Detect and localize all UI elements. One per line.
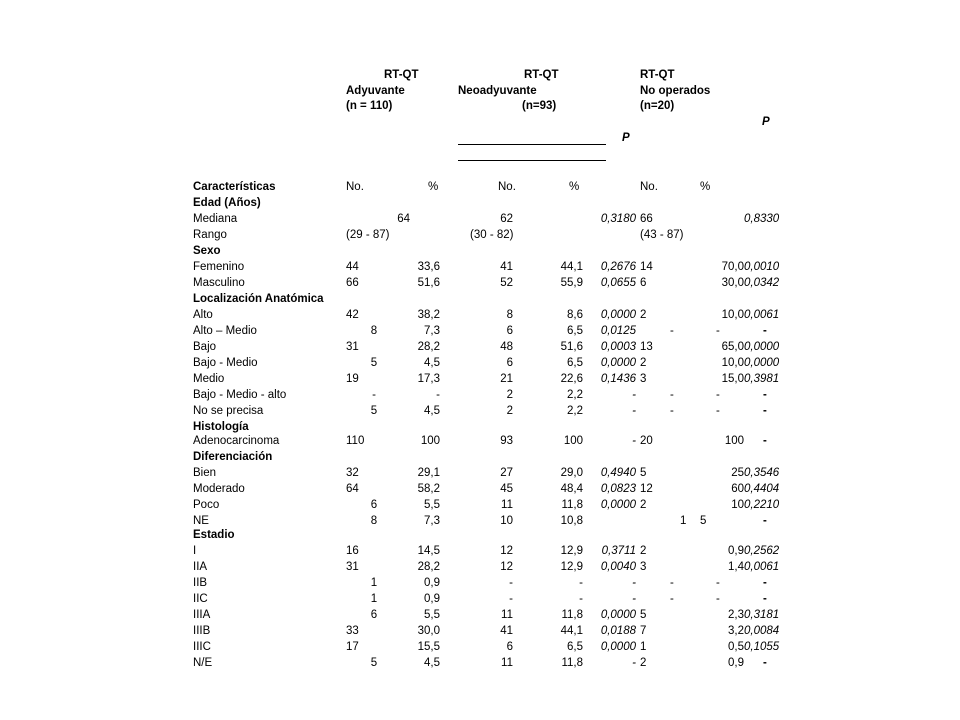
adyuvante-pct: 14,5	[417, 545, 440, 557]
neoadyuvante-pct: 55,9	[560, 277, 583, 289]
adyuvante-no: 44	[346, 261, 359, 273]
row-label: No se precisa	[193, 405, 264, 417]
group1-subtitle: Adyuvante	[346, 85, 405, 97]
row-label: Femenino	[193, 261, 245, 273]
neoadyuvante-pct: 12,9	[560, 545, 583, 557]
neoadyuvante-no: 62	[500, 213, 513, 225]
p-value-1: 0,1436	[600, 373, 636, 385]
group2-title: RT-QT	[524, 69, 559, 81]
no-operados-no: 5	[640, 609, 647, 621]
adyuvante-no: 8	[370, 325, 378, 337]
neoadyuvante-pct: 11,8	[561, 609, 583, 621]
neoadyuvante-pct: -	[579, 577, 583, 589]
p-value-2: -	[763, 325, 767, 337]
row-label: IIC	[193, 593, 208, 605]
no-operados-pct: -	[716, 389, 720, 401]
adyuvante-pct: 58,2	[417, 483, 440, 495]
p-value-1: -	[632, 593, 636, 605]
col-pct-1: %	[428, 181, 439, 193]
adyuvante-no: (29 - 87)	[346, 229, 390, 241]
no-operados-pct: -	[716, 577, 720, 589]
adyuvante-no: 64	[346, 483, 359, 495]
adyuvante-no: 33	[346, 625, 359, 637]
no-operados-pct: 10,0	[721, 357, 744, 369]
neoadyuvante-pct: 12,9	[560, 561, 583, 573]
group2-n: (n=93)	[522, 100, 557, 112]
row-label: N/E	[193, 657, 213, 669]
no-operados-no: 1	[680, 515, 687, 527]
adyuvante-no: 1	[370, 577, 378, 589]
neoadyuvante-no: 52	[500, 277, 513, 289]
p-value-1: -	[632, 435, 636, 447]
no-operados-no: 2	[640, 545, 647, 557]
p-value-1: 0,0823	[600, 483, 636, 495]
row-label: IIIA	[193, 609, 211, 621]
adyuvante-pct: 0,9	[424, 577, 440, 589]
p-value-2: 0,3181	[744, 609, 780, 621]
p-value-2: -	[763, 405, 767, 417]
neoadyuvante-pct: 8,6	[567, 309, 583, 321]
group3-title: RT-QT	[640, 69, 675, 81]
section-heading: Localización Anatómica	[193, 293, 324, 305]
p-value-1: 0,4940	[600, 467, 636, 479]
p-value-1: 0,0655	[600, 277, 636, 289]
col-no-1: No.	[346, 181, 364, 193]
group2-subtitle: Neoadyuvante	[458, 85, 537, 97]
no-operados-pct: 0,5	[728, 641, 744, 653]
no-operados-pct: 65,0	[721, 341, 744, 353]
neoadyuvante-no: 11	[501, 499, 513, 511]
p-value-2: -	[763, 389, 767, 401]
neoadyuvante-no: 2	[506, 405, 513, 417]
neoadyuvante-no: 6	[506, 357, 513, 369]
p-value-2: 0,0000	[744, 341, 780, 353]
no-operados-no: 2	[640, 657, 647, 669]
no-operados-no: (43 - 87)	[640, 229, 684, 241]
row-label: Masculino	[193, 277, 245, 289]
adyuvante-pct: 4,5	[424, 405, 440, 417]
adyuvante-no: 6	[370, 499, 378, 511]
no-operados-no: 20	[640, 435, 653, 447]
no-operados-no: 5	[640, 467, 647, 479]
adyuvante-pct: 15,5	[417, 641, 440, 653]
p-value-1: 0,0000	[600, 309, 636, 321]
neoadyuvante-pct: -	[579, 593, 583, 605]
p-value-2: -	[763, 435, 767, 447]
p-value-1: 0,0000	[600, 357, 636, 369]
p-value-2: 0,0061	[744, 309, 780, 321]
col-pct-3: %	[700, 181, 711, 193]
col-no-3: No.	[640, 181, 658, 193]
p-value-2: -	[763, 515, 767, 527]
neoadyuvante-pct: 2,2	[567, 389, 583, 401]
no-operados-pct: 0,9	[728, 545, 744, 557]
group1-n: (n = 110)	[346, 100, 393, 112]
adyuvante-no: 32	[346, 467, 359, 479]
no-operados-pct: 70,0	[721, 261, 744, 273]
row-label: IIIB	[193, 625, 211, 637]
adyuvante-pct: 5,5	[424, 609, 440, 621]
no-operados-pct: 30,0	[721, 277, 744, 289]
neoadyuvante-pct: 22,6	[560, 373, 583, 385]
row-label: NE	[193, 515, 209, 527]
row-label: Bajo - Medio - alto	[193, 389, 287, 401]
neoadyuvante-pct: 51,6	[560, 341, 583, 353]
no-operados-no: 2	[640, 357, 647, 369]
adyuvante-pct: 30,0	[417, 625, 440, 637]
neoadyuvante-no: 2	[506, 389, 513, 401]
no-operados-pct: 100	[724, 435, 744, 447]
no-operados-no: -	[670, 405, 674, 417]
neoadyuvante-pct: 44,1	[560, 261, 583, 273]
neoadyuvante-pct: 11,8	[561, 499, 583, 511]
neoadyuvante-no: 41	[500, 625, 513, 637]
adyuvante-no: 42	[346, 309, 359, 321]
p-value-1: 0,0000	[600, 609, 636, 621]
section-heading: Estadio	[193, 529, 235, 541]
neoadyuvante-no: -	[509, 593, 513, 605]
p-value-1: 0,0188	[600, 625, 636, 637]
p-value-2: 0,0010	[744, 261, 780, 273]
section-heading: Diferenciación	[193, 451, 273, 463]
group1-title: RT-QT	[384, 69, 419, 81]
neoadyuvante-no: (30 - 82)	[470, 229, 514, 241]
no-operados-no: 13	[640, 341, 653, 353]
neoadyuvante-no: 48	[500, 341, 513, 353]
no-operados-pct: 10,0	[721, 309, 744, 321]
adyuvante-no: 110	[346, 435, 365, 447]
p-value-1: -	[632, 405, 636, 417]
adyuvante-pct: 28,2	[417, 561, 440, 573]
adyuvante-pct: 28,2	[417, 341, 440, 353]
adyuvante-pct: 17,3	[417, 373, 440, 385]
row-label: Adenocarcinoma	[193, 435, 280, 447]
header-rule-2	[458, 160, 606, 161]
neoadyuvante-pct: 6,5	[567, 641, 583, 653]
row-label: Medio	[193, 373, 225, 385]
neoadyuvante-no: 21	[500, 373, 513, 385]
neoadyuvante-no: 11	[501, 657, 513, 669]
no-operados-pct: 60	[731, 483, 744, 495]
no-operados-no: 14	[640, 261, 653, 273]
adyuvante-pct: 5,5	[424, 499, 440, 511]
p-value-2: 0,8330	[744, 213, 780, 225]
neoadyuvante-pct: 100	[563, 435, 583, 447]
neoadyuvante-pct: 6,5	[567, 357, 583, 369]
adyuvante-no: 66	[346, 277, 359, 289]
no-operados-no: 6	[640, 277, 647, 289]
no-operados-pct: 3,2	[728, 625, 744, 637]
no-operados-pct: -	[716, 593, 720, 605]
adyuvante-pct: 4,5	[424, 657, 440, 669]
neoadyuvante-pct: 11,8	[561, 657, 583, 669]
row-label: Poco	[193, 499, 220, 511]
no-operados-pct: -	[716, 405, 720, 417]
neoadyuvante-pct: 10,8	[560, 515, 583, 527]
adyuvante-no: -	[372, 389, 376, 401]
p-value-1: 0,2676	[600, 261, 636, 273]
neoadyuvante-no: 41	[500, 261, 513, 273]
neoadyuvante-no: 11	[501, 609, 513, 621]
p-value-1: 0,0000	[600, 499, 636, 511]
group3-n: (n=20)	[640, 100, 675, 112]
adyuvante-pct: 33,6	[417, 261, 440, 273]
adyuvante-no: 19	[346, 373, 359, 385]
neoadyuvante-pct: 6,5	[567, 325, 583, 337]
neoadyuvante-no: 10	[500, 515, 513, 527]
p-value-1: 0,0000	[600, 641, 636, 653]
row-label: Moderado	[193, 483, 245, 495]
adyuvante-no: 6	[370, 609, 378, 621]
no-operados-pct: 10	[731, 499, 744, 511]
p-value-1: 0,3180	[600, 213, 636, 225]
adyuvante-no: 17	[346, 641, 359, 653]
p-value-2: 0,3981	[744, 373, 780, 385]
neoadyuvante-no: 93	[500, 435, 513, 447]
no-operados-no: -	[670, 593, 674, 605]
row-label: Bajo	[193, 341, 217, 353]
neoadyuvante-pct: 29,0	[560, 467, 583, 479]
neoadyuvante-pct: 2,2	[567, 405, 583, 417]
header-rule-1	[458, 144, 606, 145]
p-label-2: P	[762, 116, 770, 128]
col-no-2: No.	[498, 181, 516, 193]
row-label: IIA	[193, 561, 208, 573]
no-operados-no: 1	[640, 641, 647, 653]
row-label: Alto – Medio	[193, 325, 257, 337]
p-value-2: 0,0000	[744, 357, 780, 369]
p-value-1: -	[632, 657, 636, 669]
section-heading: Histología	[193, 421, 249, 433]
adyuvante-pct: 51,6	[417, 277, 440, 289]
p-value-1: 0,0040	[600, 561, 636, 573]
neoadyuvante-pct: 44,1	[560, 625, 583, 637]
p-value-1: 0,0125	[600, 325, 636, 337]
adyuvante-no: 5	[370, 357, 378, 369]
p-label-1: P	[622, 132, 630, 144]
neoadyuvante-no: -	[509, 577, 513, 589]
adyuvante-no: 5	[370, 405, 378, 417]
adyuvante-pct: 7,3	[424, 515, 440, 527]
p-value-2: 0,2562	[744, 545, 780, 557]
p-value-2: 0,1055	[744, 641, 780, 653]
adyuvante-no: 31	[346, 341, 359, 353]
no-operados-no: 7	[640, 625, 647, 637]
adyuvante-pct: 100	[420, 435, 440, 447]
no-operados-pct: 0,9	[728, 657, 744, 669]
no-operados-no: 12	[640, 483, 653, 495]
neoadyuvante-no: 12	[500, 561, 513, 573]
row-label: IIIC	[193, 641, 211, 653]
neoadyuvante-no: 6	[506, 641, 513, 653]
p-value-2: 0,4404	[744, 483, 780, 495]
row-label: IIB	[193, 577, 208, 589]
no-operados-no: -	[670, 325, 674, 337]
no-operados-pct: 25	[731, 467, 744, 479]
p-value-2: 0,0084	[744, 625, 780, 637]
no-operados-no: -	[670, 577, 674, 589]
adyuvante-pct: 0,9	[424, 593, 440, 605]
adyuvante-no: 5	[370, 657, 378, 669]
p-value-1: 0,3711	[601, 545, 636, 557]
p-value-1: 0,0003	[600, 341, 636, 353]
no-operados-pct: -	[716, 325, 720, 337]
adyuvante-no: 31	[346, 561, 359, 573]
no-operados-pct: 2,3	[728, 609, 744, 621]
adyuvante-pct: 29,1	[417, 467, 440, 479]
adyuvante-pct: 7,3	[424, 325, 440, 337]
no-operados-no: 3	[640, 561, 647, 573]
no-operados-pct: 15,0	[721, 373, 744, 385]
p-value-2: -	[763, 577, 767, 589]
adyuvante-pct: -	[436, 389, 440, 401]
no-operados-pct: 1,4	[728, 561, 744, 573]
neoadyuvante-no: 12	[500, 545, 513, 557]
row-label: Alto	[193, 309, 213, 321]
col-caracteristicas: Características	[193, 181, 276, 193]
adyuvante-no: 1	[370, 593, 378, 605]
p-value-2: 0,3546	[744, 467, 780, 479]
neoadyuvante-no: 45	[500, 483, 513, 495]
p-value-2: -	[763, 593, 767, 605]
p-value-1: -	[632, 389, 636, 401]
p-value-2: 0,0061	[744, 561, 780, 573]
row-label: Bajo - Medio	[193, 357, 258, 369]
p-value-1: -	[632, 577, 636, 589]
neoadyuvante-pct: 48,4	[560, 483, 583, 495]
no-operados-no: 66	[640, 213, 653, 225]
row-label: I	[193, 545, 197, 557]
section-heading: Edad (Años)	[193, 197, 261, 209]
adyuvante-no: 64	[397, 213, 410, 225]
row-label: Mediana	[193, 213, 238, 225]
no-operados-no: 2	[640, 499, 647, 511]
no-operados-no: 3	[640, 373, 647, 385]
row-label: Rango	[193, 229, 227, 241]
group3-subtitle: No operados	[640, 85, 711, 97]
col-pct-2: %	[569, 181, 580, 193]
adyuvante-no: 16	[346, 545, 359, 557]
adyuvante-pct: 38,2	[417, 309, 440, 321]
row-label: Bien	[193, 467, 217, 479]
no-operados-no: -	[670, 389, 674, 401]
adyuvante-no: 8	[370, 515, 378, 527]
section-heading: Sexo	[193, 245, 221, 257]
p-value-2: 0,2210	[744, 499, 780, 511]
adyuvante-pct: 4,5	[424, 357, 440, 369]
neoadyuvante-no: 8	[506, 309, 513, 321]
no-operados-no: 2	[640, 309, 647, 321]
p-value-2: -	[763, 657, 767, 669]
p-value-2: 0,0342	[744, 277, 780, 289]
no-operados-pct: 5	[700, 515, 707, 527]
neoadyuvante-no: 6	[506, 325, 513, 337]
neoadyuvante-no: 27	[500, 467, 513, 479]
